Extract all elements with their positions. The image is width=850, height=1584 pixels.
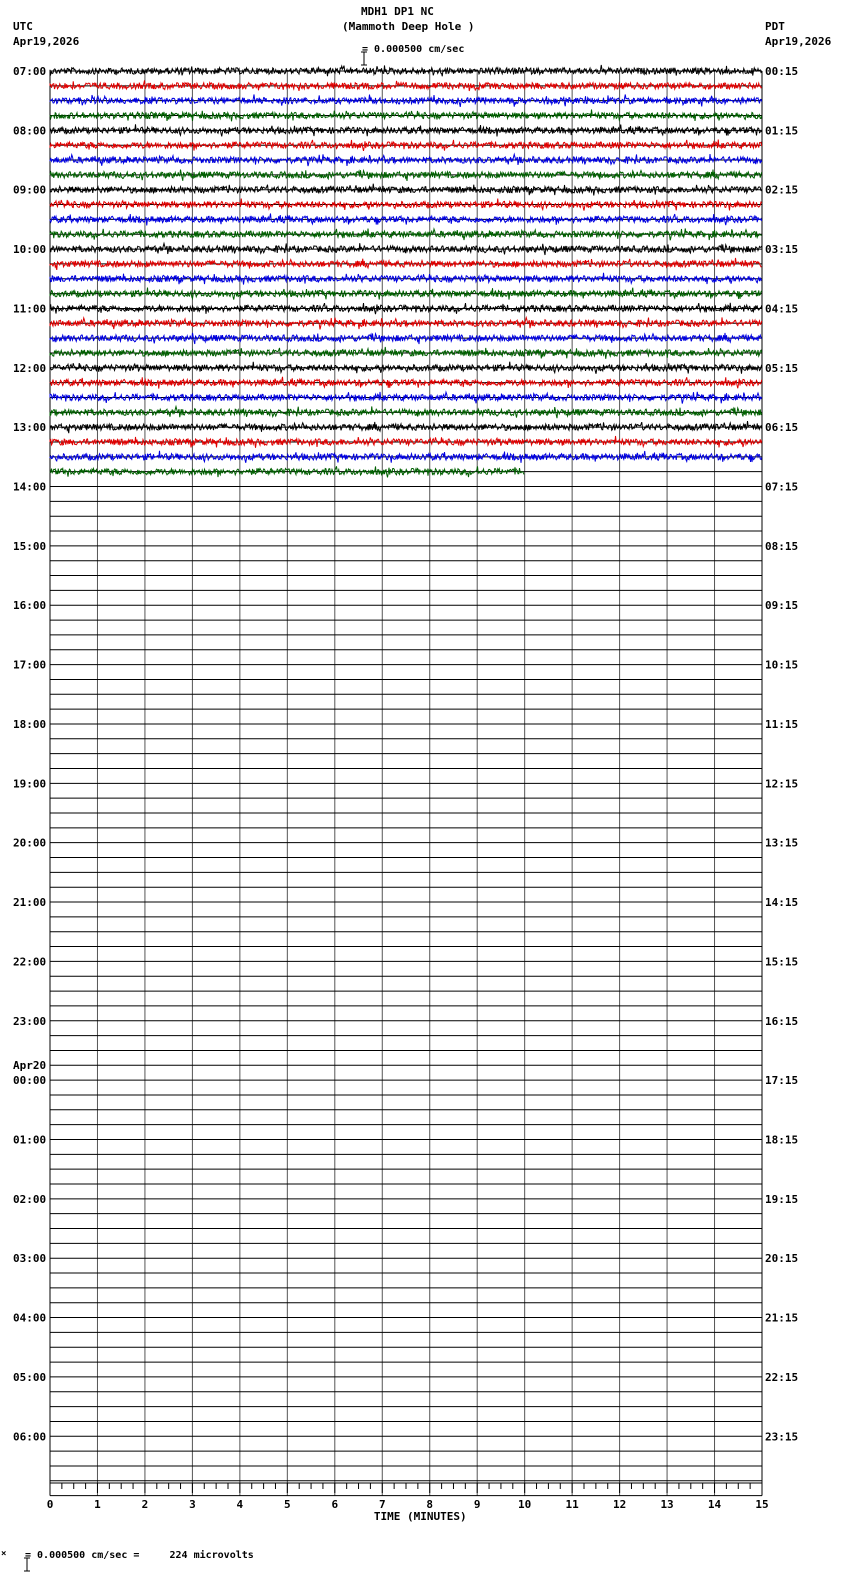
x-tick-label: 14 xyxy=(707,1498,722,1511)
utc-hour-label: 09:00 xyxy=(13,183,47,197)
footer-marker: × xyxy=(1,1549,7,1559)
pdt-hour-label: 21:15 xyxy=(765,1311,799,1325)
footer-scale-text: = 0.000500 cm/sec = 224 microvolts xyxy=(25,1550,254,1561)
x-tick-label: 6 xyxy=(331,1498,339,1511)
x-tick-label: 7 xyxy=(378,1498,386,1511)
x-tick-label: 12 xyxy=(612,1498,627,1511)
utc-hour-label: 21:00 xyxy=(13,896,47,910)
utc-hour-label: 04:00 xyxy=(13,1311,47,1325)
seismic-trace xyxy=(50,243,762,255)
pdt-hour-label: 12:15 xyxy=(765,777,799,791)
utc-hour-label: 17:00 xyxy=(13,658,47,672)
pdt-hour-label: 07:15 xyxy=(765,480,799,494)
utc-hour-label: 11:00 xyxy=(13,302,47,316)
pdt-hour-label: 15:15 xyxy=(765,955,799,969)
pdt-hour-label: 22:15 xyxy=(765,1370,799,1384)
pdt-hour-label: 13:15 xyxy=(765,836,799,850)
pdt-hour-label: 09:15 xyxy=(765,599,799,613)
pdt-hour-label: 08:15 xyxy=(765,539,799,553)
right-date: Apr19,2026 xyxy=(765,35,832,48)
utc-hour-label: 03:00 xyxy=(13,1252,47,1266)
x-tick-label: 4 xyxy=(236,1498,244,1511)
pdt-hour-label: 02:15 xyxy=(765,183,799,197)
utc-hour-label: 18:00 xyxy=(13,717,47,731)
pdt-hour-label: 20:15 xyxy=(765,1252,799,1266)
x-axis-label: TIME (MINUTES) xyxy=(373,1510,467,1523)
pdt-hour-label: 03:15 xyxy=(765,243,799,257)
left-date: Apr19,2026 xyxy=(13,35,80,48)
x-tick-label: 11 xyxy=(565,1498,579,1511)
utc-hour-label: 14:00 xyxy=(13,480,47,494)
right-timezone: PDT xyxy=(765,20,785,33)
utc-hour-label: 22:00 xyxy=(13,955,47,969)
utc-hour-label: 16:00 xyxy=(13,599,47,613)
x-tick-label: 0 xyxy=(46,1498,54,1511)
pdt-hour-label: 04:15 xyxy=(765,302,799,316)
x-tick-label: 10 xyxy=(518,1498,532,1511)
utc-hour-label: 07:00 xyxy=(13,65,47,78)
pdt-hour-label: 18:15 xyxy=(765,1133,799,1147)
utc-hour-label: 00:00 xyxy=(13,1074,47,1088)
utc-hour-label: 06:00 xyxy=(13,1430,47,1444)
pdt-hour-label: 10:15 xyxy=(765,658,799,672)
station-title: MDH1 DP1 NC xyxy=(361,5,434,18)
utc-date-label: Apr20 xyxy=(13,1059,47,1073)
left-timezone: UTC xyxy=(13,20,33,33)
pdt-hour-label: 01:15 xyxy=(765,124,799,138)
pdt-hour-label: 05:15 xyxy=(765,361,799,375)
pdt-hour-label: 00:15 xyxy=(765,65,799,78)
utc-hour-label: 05:00 xyxy=(13,1370,47,1384)
seismic-trace xyxy=(50,184,762,196)
utc-hour-label: 02:00 xyxy=(13,1192,47,1206)
utc-hour-label: 10:00 xyxy=(13,243,47,257)
pdt-hour-label: 23:15 xyxy=(765,1430,799,1444)
scale-text: = 0.000500 cm/sec xyxy=(362,44,465,55)
x-tick-label: 13 xyxy=(660,1498,674,1511)
pdt-hour-label: 16:15 xyxy=(765,1014,799,1028)
utc-hour-label: 01:00 xyxy=(13,1133,47,1147)
site-subtitle: (Mammoth Deep Hole ) xyxy=(342,20,475,33)
pdt-hour-label: 14:15 xyxy=(765,896,799,910)
x-tick-label: 1 xyxy=(94,1498,101,1511)
footer-scale-icon xyxy=(11,1544,17,1559)
seismic-trace xyxy=(50,258,762,270)
pdt-hour-label: 17:15 xyxy=(765,1074,799,1088)
pdt-hour-label: 19:15 xyxy=(765,1192,799,1206)
utc-hour-label: 19:00 xyxy=(13,777,47,791)
utc-hour-label: 12:00 xyxy=(13,361,47,375)
x-tick-label: 5 xyxy=(284,1498,291,1511)
utc-hour-label: 20:00 xyxy=(13,836,47,850)
x-tick-label: 15 xyxy=(755,1498,769,1511)
pdt-hour-label: 11:15 xyxy=(765,717,799,731)
utc-hour-label: 08:00 xyxy=(13,124,47,138)
utc-hour-label: 13:00 xyxy=(13,421,47,435)
x-tick-label: 2 xyxy=(141,1498,149,1511)
seismic-trace xyxy=(50,377,762,389)
x-tick-label: 8 xyxy=(426,1498,434,1511)
x-tick-label: 3 xyxy=(189,1498,196,1511)
pdt-hour-label: 06:15 xyxy=(765,421,799,435)
utc-hour-label: 23:00 xyxy=(13,1014,47,1028)
x-tick-label: 9 xyxy=(473,1498,481,1511)
utc-hour-label: 15:00 xyxy=(13,539,47,553)
